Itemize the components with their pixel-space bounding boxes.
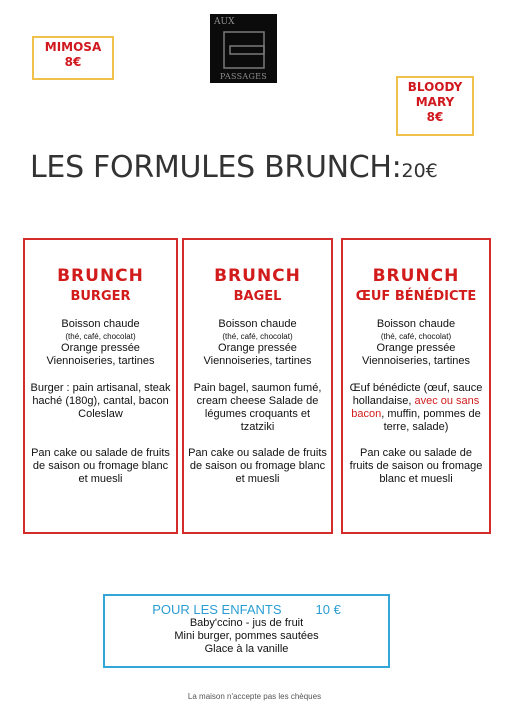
drink-line: Boisson chaude [61,318,140,330]
kids-menu-box [103,594,390,668]
card-dessert: Pan cake ou salade de fruits de saison ou fromage blanc et muesli [349,447,483,485]
card-drinks [25,318,176,368]
bacon-option: avec ou sans bacon [351,395,480,420]
drink-line: Boisson chaude [376,318,456,330]
card-subtitle: BAGEL [233,289,282,304]
card-dessert: Pan cake ou salade de fruits de saison ou fromage blanc et muesli [31,447,170,485]
page-title [30,150,490,185]
bloody-mary-price: 8€ [426,110,444,124]
logo-top-text: AUX [214,17,235,27]
bloody-mary-price-tag [396,76,474,136]
bloody-mary-name-2: MARY [415,95,455,109]
kids-menu-title: POUR LES ENFANTS [152,602,282,617]
drink-sub-line: (thé, café, chocolat) [380,332,452,341]
pastries-line: Viennoiseries, tartines [46,355,155,367]
card-main-dish [343,382,489,447]
title-price: 20€ [401,160,438,182]
brunch-card-oeuf-benedicte [341,238,491,534]
footer-note: La maison n'accepte pas les chèques [187,692,322,701]
logo [210,14,277,83]
drink-line: Boisson chaude [218,318,297,330]
card-main-dish: Burger : pain artisanal, steak haché (180g), cantal, bacon Coleslaw [30,382,171,420]
card-drinks [343,318,489,368]
card-title: BRUNCH [214,266,301,286]
card-main-dish: Pain bagel, saumon fumé, cream cheese Salade de légumes croquants et tzatziki [193,382,322,433]
card-dessert: Pan cake ou salade de fruits de saison ou fromage blanc et muesli [188,447,327,485]
juice-line: Orange pressée [61,342,140,354]
card-title: BRUNCH [57,266,144,286]
pastries-line: Viennoiseries, tartines [361,355,471,367]
logo-mark-icon [218,30,268,70]
card-subtitle: BURGER [70,289,131,304]
mimosa-price-tag [32,36,114,80]
brunch-card-burger [23,238,178,534]
juice-line: Orange pressée [376,342,456,354]
main-dish-part-a: Œuf bénédicte (œuf, sauce hollandaise, [349,382,483,407]
kids-item: Mini burger, pommes sautées [174,630,319,642]
brunch-card-bagel [182,238,333,534]
kids-menu-header [105,602,388,617]
bloody-mary-name-1: BLOODY [407,80,463,94]
card-drinks [184,318,331,368]
logo-bottom-text: PASSAGES [219,72,268,81]
kids-item: Glace à la vanille [204,643,289,655]
mimosa-name: MIMOSA [44,40,102,54]
mimosa-price: 8€ [64,55,82,69]
title-text: LES FORMULES BRUNCH: [30,150,402,185]
kids-menu-price: 10 € [315,602,341,617]
main-dish-part-b: , muffin, pommes de terre, salade) [381,408,481,433]
pastries-line: Viennoiseries, tartines [203,355,312,367]
card-subtitle: ŒUF BÉNÉDICTE [355,289,477,304]
card-title: BRUNCH [372,266,460,286]
drink-sub-line: (thé, café, chocolat) [222,332,293,341]
juice-line: Orange pressée [218,342,297,354]
kids-item: Baby'ccino - jus de fruit [189,617,304,629]
drink-sub-line: (thé, café, chocolat) [65,332,136,341]
